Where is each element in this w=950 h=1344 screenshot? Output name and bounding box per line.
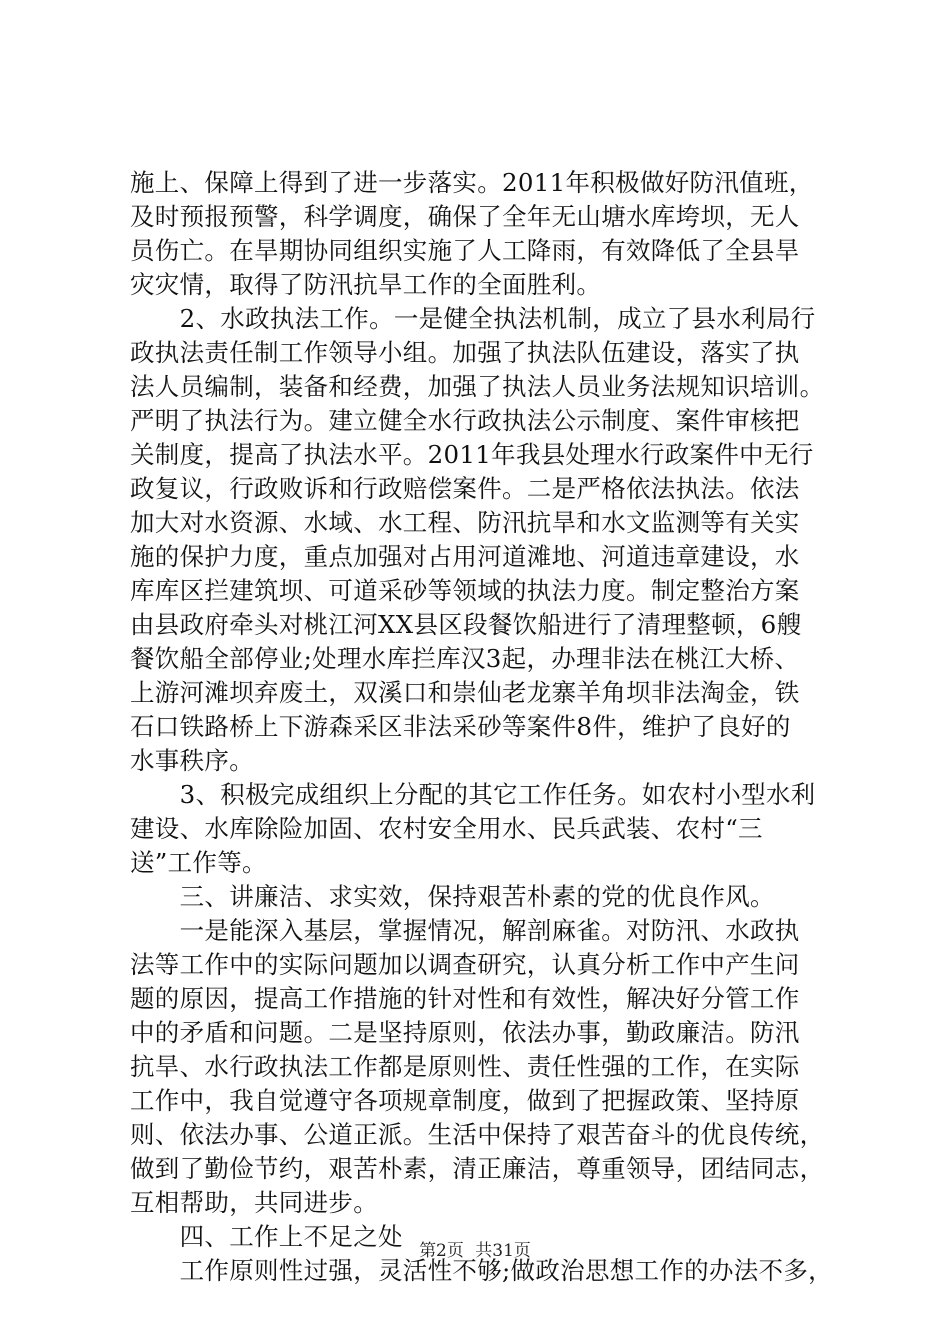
text-line: 及时预报预警，科学调度，确保了全年无山塘水库垮坝，无人 [130, 202, 800, 231]
text-line: 一是能深入基层，掌握情况，解剖麻雀。对防汛、水政执 [130, 916, 800, 945]
text-line: 餐饮船全部停业;处理水库拦库汉3起，办理非法在桃江大桥、 [130, 644, 800, 673]
text-line: 政执法责任制工作领导小组。加强了执法队伍建设，落实了执 [130, 338, 800, 367]
text-line: 建设、水库除险加固、农村安全用水、民兵武装、农村“三 [130, 814, 763, 843]
text-line: 由县政府牵头对桃江河XX县区段餐饮船进行了清理整顿，6艘 [130, 610, 802, 639]
text-line: 员伤亡。在旱期协同组织实施了人工降雨，有效降低了全县旱 [130, 236, 800, 265]
text-line: 石口铁路桥上下游森采区非法采砂等案件8件，维护了良好的 [130, 712, 791, 741]
text-line: 政复议，行政败诉和行政赔偿案件。二是严格依法执法。依法 [130, 474, 800, 503]
text-line: 做到了勤俭节约，艰苦朴素，清正廉洁，尊重领导，团结同志， [130, 1154, 825, 1183]
text-line: 抗旱、水行政执法工作都是原则性、责任性强的工作，在实际 [130, 1052, 800, 1081]
text-line: 水事秩序。 [130, 746, 254, 775]
text-line: 关制度，提高了执法水平。2011年我县处理水行政案件中无行 [130, 440, 814, 469]
text-line: 送”工作等。 [130, 848, 267, 877]
text-line: 2、水政执法工作。一是健全执法机制，成立了县水利局行 [130, 304, 816, 333]
page-footer [0, 1240, 950, 1262]
text-line: 互相帮助，共同进步。 [130, 1188, 378, 1217]
text-line: 施的保护力度，重点加强对占用河道滩地、河道违章建设，水 [130, 542, 800, 571]
page-total: 共31页 [475, 1241, 531, 1261]
text-line: 题的原因，提高工作措施的针对性和有效性，解决好分管工作 [130, 984, 800, 1013]
text-line: 灾灾情，取得了防汛抗旱工作的全面胜利。 [130, 270, 602, 299]
document-body [130, 166, 842, 1288]
text-line: 法等工作中的实际问题加以调查研究，认真分析工作中产生问 [130, 950, 800, 979]
text-line: 法人员编制，装备和经费，加强了执法人员业务法规知识培训。 [130, 372, 825, 401]
text-line: 工作原则性过强，灵活性不够;做政治思想工作的办法不多， [130, 1256, 833, 1285]
text-line: 上游河滩坝弃废土，双溪口和崇仙老龙寨羊角坝非法淘金，铁 [130, 678, 800, 707]
text-line: 三、讲廉洁、求实效，保持艰苦朴素的党的优良作风。 [130, 882, 775, 911]
text-line: 施上、保障上得到了进一步落实。2011年积极做好防汛值班， [130, 168, 814, 197]
text-line: 严明了执法行为。建立健全水行政执法公示制度、案件审核把 [130, 406, 800, 435]
text-line: 四、工作上不足之处 [130, 1222, 403, 1251]
text-line: 加大对水资源、水域、水工程、防汛抗旱和水文监测等有关实 [130, 508, 800, 537]
text-line: 3、积极完成组织上分配的其它工作任务。如农村小型水利 [130, 780, 816, 809]
page-number: 第2页 [419, 1241, 464, 1261]
text-line: 库库区拦建筑坝、可道采砂等领域的执法力度。制定整治方案 [130, 576, 800, 605]
text-line: 工作中，我自觉遵守各项规章制度，做到了把握政策、坚持原 [130, 1086, 800, 1115]
text-line: 中的矛盾和问题。二是坚持原则，依法办事，勤政廉洁。防汛 [130, 1018, 800, 1047]
text-line: 则、依法办事、公道正派。生活中保持了艰苦奋斗的优良传统， [130, 1120, 825, 1149]
